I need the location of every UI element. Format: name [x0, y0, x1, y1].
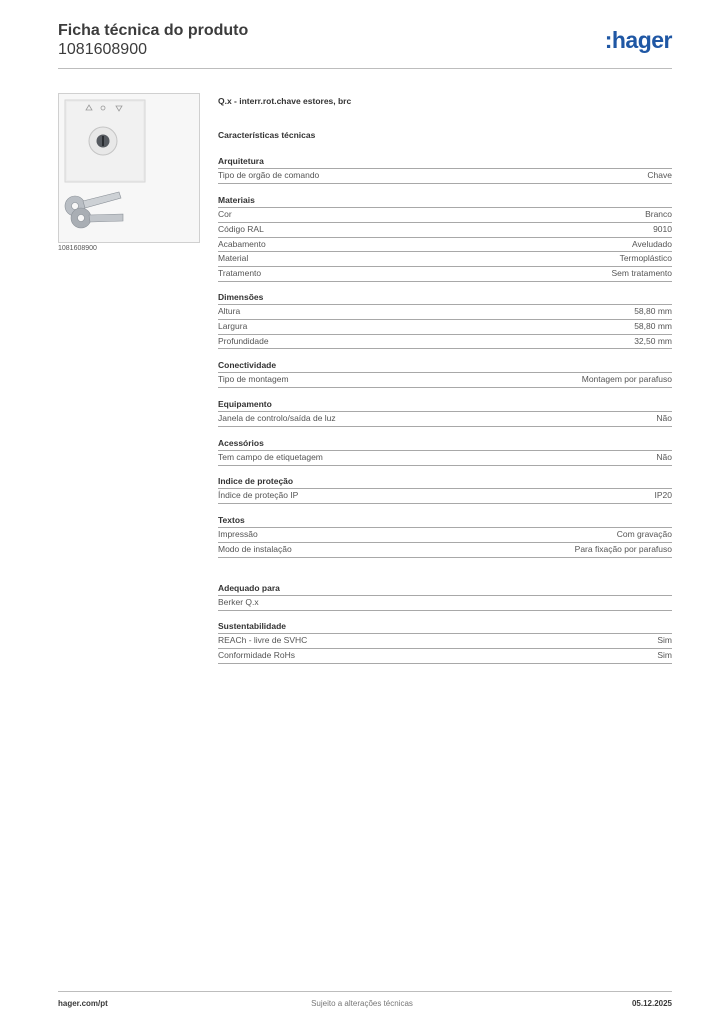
specs-heading: Características técnicas [218, 130, 316, 140]
section-title: Equipamento [218, 399, 272, 409]
spec-row [218, 372, 672, 388]
spec-value: IP20 [654, 490, 672, 500]
hager-logo: :hager [604, 27, 672, 53]
spec-value: Termoplástico [619, 253, 672, 264]
spec-value: Sim [657, 649, 672, 660]
spec-row [218, 334, 672, 350]
section-title: Adequado para [218, 583, 280, 593]
spec-label: Conformidade RoHs [218, 649, 296, 660]
spec-row [218, 648, 672, 664]
product-name: Q.x - interr.rot.chave estores, brc [218, 96, 352, 106]
section-title: Sustentabilidade [218, 621, 287, 631]
document-title: Ficha técnica do produto [58, 22, 249, 39]
spec-row [218, 411, 672, 427]
spec-row [218, 207, 672, 222]
section-indice-protecao [218, 475, 672, 504]
section-arquitetura [218, 155, 672, 184]
spec-value: Sem tratamento [611, 268, 672, 279]
spec-label: Impressão [218, 529, 258, 539]
spec-label: Acabamento [218, 238, 266, 249]
spec-label: Tipo de montagem [218, 374, 289, 384]
spec-row [218, 304, 672, 319]
section-acessorios [218, 437, 672, 466]
spec-value: Não [656, 452, 672, 462]
spec-row [218, 488, 672, 504]
spec-row [218, 237, 672, 252]
spec-label: Tratamento [218, 268, 262, 279]
spec-value: Para fixação por parafuso [574, 543, 672, 554]
spec-value: Montagem por parafuso [581, 374, 672, 384]
footer-note: Sujeito a alterações técnicas [311, 999, 413, 1008]
spec-value: Sim [657, 635, 672, 645]
spec-label: Índice de proteção IP [218, 490, 299, 500]
section-title: Acessórios [218, 438, 264, 448]
document-header [58, 20, 672, 70]
spec-row [218, 168, 672, 184]
spec-label: Tipo de orgão de comando [218, 170, 320, 180]
spec-value: 9010 [653, 223, 672, 234]
spec-row [218, 450, 672, 466]
spec-row [218, 222, 672, 237]
spec-value: 32,50 mm [634, 335, 672, 346]
spec-value: Não [656, 413, 672, 423]
spec-value: 58,80 mm [634, 320, 672, 331]
key-switch-illustration [59, 94, 199, 242]
section-title: Indice de proteção [218, 476, 294, 486]
spec-row [218, 319, 672, 334]
section-textos [218, 514, 672, 558]
section-materiais [218, 194, 672, 282]
section-title: Textos [218, 515, 245, 525]
spec-value: Chave [647, 170, 672, 180]
spec-value: Branco [645, 209, 672, 219]
spec-row [218, 251, 672, 266]
spec-row [218, 633, 672, 648]
spec-label: Código RAL [218, 223, 264, 234]
spec-label: Largura [218, 320, 248, 331]
section-dimensoes [218, 291, 672, 349]
spec-value: Aveludado [631, 238, 672, 249]
footer-divider [58, 991, 672, 992]
spec-label: Janela de controlo/saída de luz [218, 413, 336, 423]
section-title: Arquitetura [218, 156, 264, 166]
section-sustentabilidade [218, 620, 672, 664]
section-conectividade [218, 359, 672, 388]
spec-label: Modo de instalação [218, 543, 292, 554]
spec-row [218, 266, 672, 282]
section-title: Conectividade [218, 360, 277, 370]
spec-label: Cor [218, 209, 232, 219]
footer-date: 05.12.2025 [631, 999, 672, 1008]
section-adequado-para [218, 582, 672, 611]
section-title: Dimensões [218, 292, 264, 302]
spec-value: 58,80 mm [634, 306, 672, 316]
image-caption: 1081608900 [58, 245, 97, 252]
header-divider [58, 68, 672, 69]
document-number: 1081608900 [58, 41, 147, 58]
spec-label: REACh - livre de SVHC [218, 635, 308, 645]
spec-label: Berker Q.x [218, 597, 259, 607]
spec-label: Altura [218, 306, 241, 316]
spec-row [218, 595, 672, 611]
spec-label: Tem campo de etiquetagem [218, 452, 323, 462]
spec-label: Material [218, 253, 249, 264]
footer-website-link[interactable]: hager.com/pt [58, 999, 108, 1008]
section-title: Materiais [218, 195, 255, 205]
spec-label: Profundidade [218, 335, 269, 346]
product-image [58, 93, 200, 243]
spec-value: Com gravação [616, 529, 672, 539]
spec-row [218, 542, 672, 558]
section-equipamento [218, 398, 672, 427]
spec-row [218, 527, 672, 542]
